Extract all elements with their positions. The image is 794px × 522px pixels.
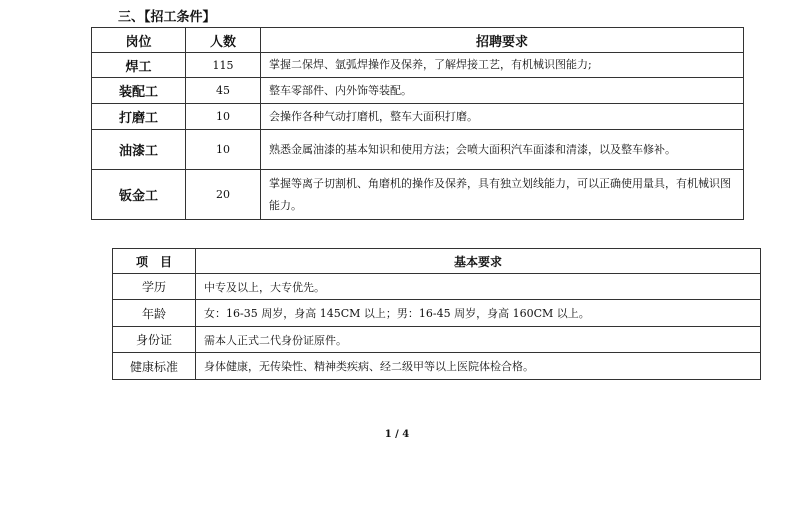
- job-requirement: 整车零部件、内外饰等装配。: [261, 78, 744, 104]
- requirement-item: 学历: [113, 274, 196, 300]
- table-row: [113, 274, 761, 300]
- requirement-text: 身体健康，无传染性、精神类疾病、经二级甲等以上医院体检合格。: [196, 353, 761, 380]
- requirement-item: 身份证: [113, 327, 196, 353]
- header-item: 项 目: [113, 249, 196, 274]
- table-row: [92, 170, 744, 220]
- requirement-text: 女：16-35 周岁，身高 145CM 以上；男：16-45 周岁，身高 160CM 以上。: [196, 300, 761, 327]
- job-requirement: 掌握二保焊、氩弧焊操作及保养，了解焊接工艺，有机械识图能力;: [261, 53, 744, 78]
- table-row: [92, 53, 744, 78]
- table-row: [92, 130, 744, 170]
- job-requirement: 掌握等离子切割机、角磨机的操作及保养，具有独立划线能力，可以正确使用量具，有机械识图能力。: [261, 170, 744, 220]
- job-position: 钣金工: [92, 170, 186, 220]
- job-count: 115: [186, 53, 261, 78]
- table-row: [113, 327, 761, 353]
- header-count: 人数: [186, 28, 261, 53]
- requirement-text: 需本人正式二代身份证原件。: [196, 327, 761, 353]
- jobs-table-header: [92, 28, 744, 53]
- requirement-item: 健康标准: [113, 353, 196, 380]
- header-basic-requirement: 基本要求: [196, 249, 761, 274]
- table-row: [113, 353, 761, 380]
- section-title: 三、【招工条件】: [118, 10, 216, 25]
- job-position: 打磨工: [92, 104, 186, 130]
- job-count: 20: [186, 170, 261, 220]
- job-requirement: 会操作各种气动打磨机，整车大面积打磨。: [261, 104, 744, 130]
- header-requirement: 招聘要求: [261, 28, 744, 53]
- table-row: [113, 300, 761, 327]
- requirement-text: 中专及以上，大专优先。: [196, 274, 761, 300]
- job-requirement: 熟悉金属油漆的基本知识和使用方法；会喷大面积汽车面漆和清漆，以及整车修补。: [261, 130, 744, 170]
- basic-requirements-table: [112, 248, 761, 380]
- job-count: 45: [186, 78, 261, 104]
- basic-table-header: [113, 249, 761, 274]
- jobs-table: [91, 27, 744, 220]
- requirement-item: 年龄: [113, 300, 196, 327]
- job-position: 油漆工: [92, 130, 186, 170]
- job-position: 焊工: [92, 53, 186, 78]
- job-count: 10: [186, 104, 261, 130]
- header-position: 岗位: [92, 28, 186, 53]
- job-count: 10: [186, 130, 261, 170]
- page-number: 1 / 4: [384, 429, 410, 440]
- job-position: 装配工: [92, 78, 186, 104]
- table-row: [92, 104, 744, 130]
- table-row: [92, 78, 744, 104]
